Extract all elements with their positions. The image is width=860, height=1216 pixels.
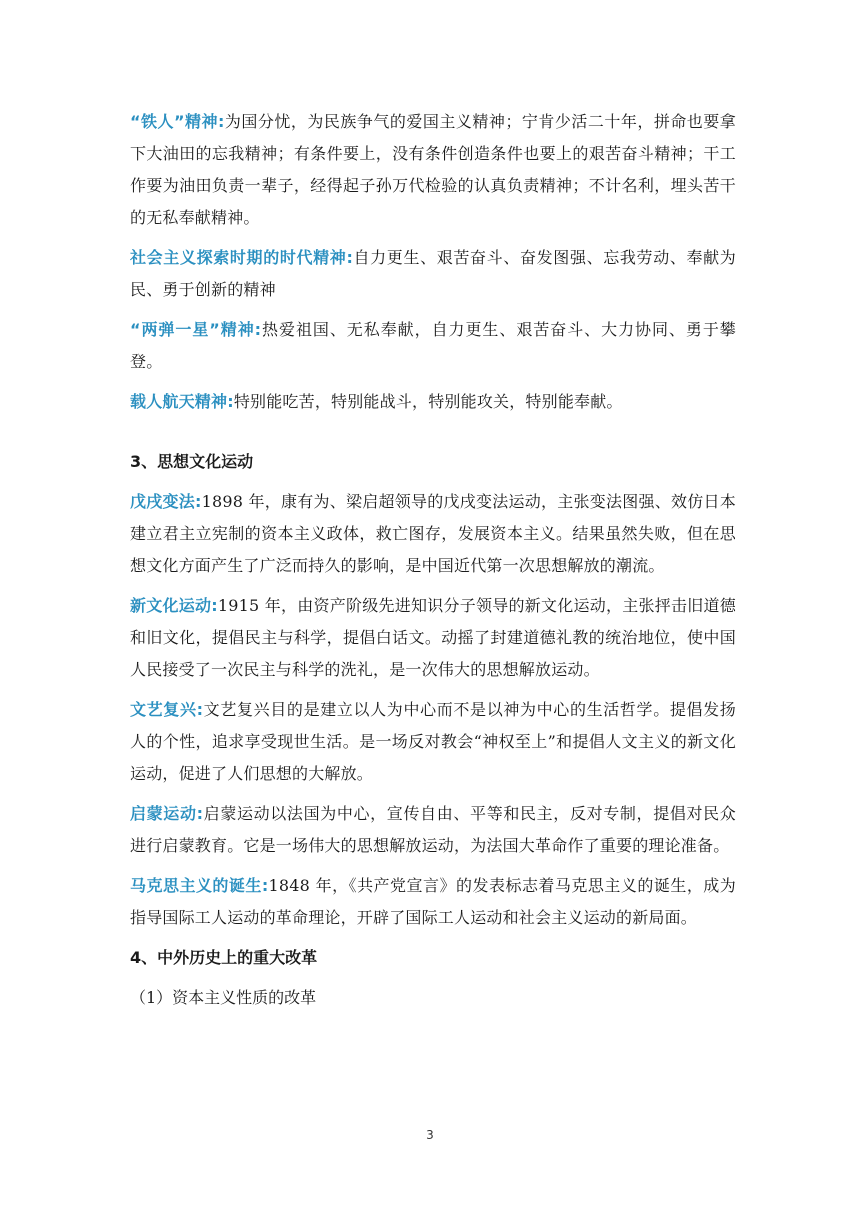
section-3-heading: 3、思想文化运动 (130, 452, 254, 471)
paragraph-text: 热爱祖国、无私奉献，自力更生、艰苦奋斗、大力协同、勇于攀登。 (130, 320, 736, 371)
term-label: 马克思主义的诞生 (130, 876, 262, 895)
paragraph-text: 启蒙运动以法国为中心，宣传自由、平等和民主，反对专制，提倡对民众进行启蒙教育。它是一场伟大的思想解放运动，为法国大革命作了重要的理论准备。 (130, 804, 736, 855)
paragraph-tieren-spirit: “铁人”精神:为国分忧，为民族争气的爱国主义精神；宁肯少活二十年，拼命也要拿下大油田的忘我精神；有条件要上，没有条件创造条件也要上的艰苦奋斗精神；干工作要为油田负责一辈子，经得起子孙万代检验的认真负责精神；不计名利，埋头苦干的无私奉献精神。 (130, 112, 737, 227)
paragraph-text: 自力更生、艰苦奋斗、奋发图强、忘我劳动、奉献为民、勇于创新的精神 (130, 248, 736, 299)
paragraph-text: 1848 年，《共产党宣言》的发表标志着马克思主义的诞生，成为指导国际工人运动的革命理论，开辟了国际工人运动和社会主义运动的新局面。 (130, 876, 736, 927)
document-body (130, 106, 736, 1014)
term-label: 社会主义探索时期的时代精神 (130, 248, 347, 267)
paragraph-enlightenment: 启蒙运动:启蒙运动以法国为中心，宣传自由、平等和民主，反对专制，提倡对民众进行启蒙教育。它是一场伟大的思想解放运动，为法国大革命作了重要的理论准备。 (130, 804, 736, 855)
paragraph-two-bombs-spirit: “两弹一星”精神:热爱祖国、无私奉献，自力更生、艰苦奋斗、大力协同、勇于攀登。 (130, 320, 736, 371)
paragraph-text: 1915 年，由资产阶级先进知识分子领导的新文化运动，主张抨击旧道德和旧文化，提倡民主与科学，提倡白话文。动摇了封建道德礼教的统治地位，使中国人民接受了一次民主与科学的洗礼，是一次伟大的思想解放运动。 (130, 596, 736, 679)
page-number: 3 (426, 1128, 434, 1142)
term-label: “两弹一星”精神 (130, 320, 255, 339)
paragraph-text: 为国分忧，为民族争气的爱国主义精神；宁肯少活二十年，拼命也要拿下大油田的忘我精神；有条件要上，没有条件创造条件也要上的艰苦奋斗精神；干工作要为油田负责一辈子，经得起子孙万代检验的认真负责精神；不计名利，埋头苦干的无私奉献精神。 (130, 112, 737, 227)
term-label: 文艺复兴 (130, 700, 197, 719)
paragraph-text: 1898 年，康有为、梁启超领导的戊戌变法运动，主张变法图强、效仿日本建立君主立宪制的资本主义政体，救亡图存，发展资本主义。结果虽然失败，但在思想文化方面产生了广泛而持久的影响，是中国近代第一次思想解放的潮流。 (130, 492, 736, 575)
section-4-subheading: （1）资本主义性质的改革 (130, 988, 317, 1007)
paragraph-wuxu-reform: 戊戌变法:1898 年，康有为、梁启超领导的戊戌变法运动，主张变法图强、效仿日本建立君主立宪制的资本主义政体，救亡图存，发展资本主义。结果虽然失败，但在思想文化方面产生了广泛而持久的影响，是中国近代第一次思想解放的潮流。 (130, 492, 736, 575)
term-label: 启蒙运动 (130, 804, 197, 823)
paragraph-renaissance: 文艺复兴:文艺复兴目的是建立以人为中心而不是以神为中心的生活哲学。提倡发扬人的个性，追求享受现世生活。是一场反对教会“神权至上”和提倡人文主义的新文化运动，促进了人们思想的大解放。 (130, 700, 736, 783)
paragraph-text: 文艺复兴目的是建立以人为中心而不是以神为中心的生活哲学。提倡发扬人的个性，追求享受现世生活。是一场反对教会“神权至上”和提倡人文主义的新文化运动，促进了人们思想的大解放。 (130, 700, 736, 783)
term-label: 新文化运动 (130, 596, 212, 615)
section-4-heading: 4、中外历史上的重大改革 (130, 948, 318, 967)
paragraph-new-culture-movement: 新文化运动:1915 年，由资产阶级先进知识分子领导的新文化运动，主张抨击旧道德和旧文化，提倡民主与科学，提倡白话文。动摇了封建道德礼教的统治地位，使中国人民接受了一次民主与科学的洗礼，是一次伟大的思想解放运动。 (130, 596, 736, 679)
term-label: “铁人”精神 (130, 112, 219, 131)
paragraph-era-spirit: 社会主义探索时期的时代精神:自力更生、艰苦奋斗、奋发图强、忘我劳动、奉献为民、勇于创新的精神 (130, 248, 736, 299)
paragraph-text: 特别能吃苦，特别能战斗，特别能攻关，特别能奉献。 (233, 392, 623, 411)
paragraph-spaceflight-spirit: 载人航天精神:特别能吃苦，特别能战斗，特别能攻关，特别能奉献。 (130, 392, 623, 411)
term-label: 戊戌变法 (130, 492, 196, 511)
term-label: 载人航天精神 (130, 392, 228, 411)
paragraph-marxism: 马克思主义的诞生:1848 年，《共产党宣言》的发表标志着马克思主义的诞生，成为指导国际工人运动的革命理论，开辟了国际工人运动和社会主义运动的新局面。 (130, 876, 736, 927)
